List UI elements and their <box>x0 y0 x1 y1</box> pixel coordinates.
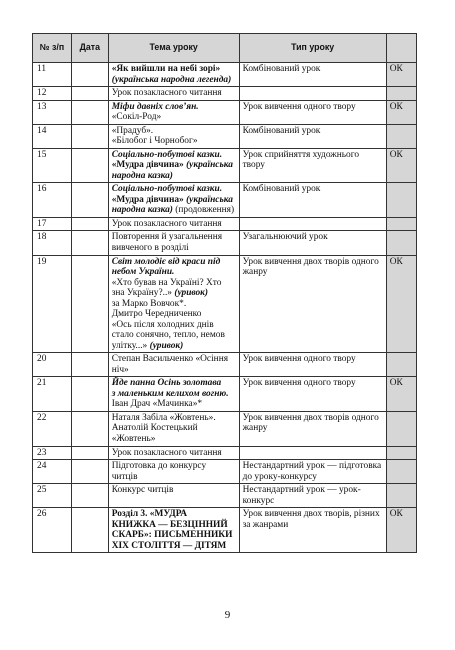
row-topic <box>108 231 239 255</box>
topic-line <box>112 205 236 216</box>
row-topic <box>108 446 239 460</box>
table-row <box>33 255 417 353</box>
row-number: 22 <box>33 411 72 446</box>
topic-text: «Ось після холодних днів <box>111 319 214 330</box>
row-lesson-type: Урок вивчення двох творів, різних за жанрами <box>239 508 386 553</box>
table-row <box>33 148 417 183</box>
topic-line <box>112 530 236 541</box>
row-number: 15 <box>33 148 72 183</box>
topic-line <box>112 413 236 424</box>
row-mark <box>386 87 416 101</box>
topic-text: Урок позакласного читання <box>111 218 222 229</box>
row-lesson-type: Нестандартний урок — підготовка до уроку-конкурсу <box>239 460 386 484</box>
row-mark <box>386 484 416 508</box>
topic-line <box>112 365 236 376</box>
row-topic <box>108 63 239 87</box>
table-header-row <box>33 34 417 63</box>
topic-text: Соціально-побутові казки. <box>111 149 223 160</box>
topic-text: стало сонячно, тепло, немов <box>111 330 225 341</box>
lesson-plan-table <box>32 33 417 553</box>
row-lesson-type: Нестандартний урок — урок-конкурс <box>239 484 386 508</box>
row-lesson-type <box>239 217 386 231</box>
table-row <box>33 460 417 484</box>
page-number: 9 <box>224 609 231 621</box>
row-number: 21 <box>33 377 72 412</box>
row-lesson-type: Комбінований урок <box>239 63 386 87</box>
topic-text: вивченого в розділі <box>111 242 189 253</box>
topic-text: Міфи давніх слов’ян. <box>111 101 199 112</box>
topic-line <box>112 309 236 320</box>
topic-text: Соціально-побутові казки. <box>111 184 223 195</box>
row-lesson-type: Урок сприйняття художнього твору <box>239 148 386 183</box>
row-mark <box>386 446 416 460</box>
table-row <box>33 100 417 124</box>
topic-text: Урок позакласного читання <box>111 88 222 99</box>
row-number: 23 <box>33 446 72 460</box>
row-number: 24 <box>33 460 72 484</box>
topic-text: народна казка) <box>111 205 173 216</box>
topic-line <box>112 423 236 434</box>
table-row <box>33 508 417 553</box>
topic-line <box>112 278 236 289</box>
topic-text: Повторення й узагальнення <box>111 232 223 243</box>
row-topic <box>108 484 239 508</box>
topic-text: Іван Драч «Мачинка»* <box>111 399 203 410</box>
topic-line <box>112 64 236 75</box>
table-row <box>33 446 417 460</box>
row-mark <box>386 460 416 484</box>
header-number: № з/п <box>33 34 72 63</box>
topic-text: (уривок) <box>174 288 209 299</box>
row-mark: ОК <box>386 148 416 183</box>
topic-line <box>112 184 236 195</box>
row-date <box>71 353 108 377</box>
row-date <box>71 183 108 218</box>
row-topic <box>108 87 239 101</box>
topic-line <box>112 257 236 268</box>
topic-line <box>112 112 236 123</box>
row-date <box>71 63 108 87</box>
row-lesson-type: Комбінований урок <box>239 124 386 148</box>
topic-text: «Хто бував на Україні? Хто <box>111 277 222 288</box>
topic-line <box>112 243 236 254</box>
row-lesson-type: Урок вивчення одного твору <box>239 377 386 412</box>
topic-text: «Сокіл-Род» <box>111 112 162 123</box>
row-number: 11 <box>33 63 72 87</box>
topic-line <box>112 150 236 161</box>
row-topic <box>108 411 239 446</box>
topic-text: СКАРБ»: ПИСЬМЕННИКИ <box>111 530 233 541</box>
topic-line <box>112 232 236 243</box>
row-topic <box>108 508 239 553</box>
topic-line <box>112 341 236 352</box>
topic-text: з маленьким келихом вогню. <box>111 388 229 399</box>
topic-text: Дмитро Чередниченко <box>111 309 202 320</box>
row-lesson-type: Комбінований урок <box>239 183 386 218</box>
row-date <box>71 484 108 508</box>
topic-text: Йде панна Осінь золотава <box>111 378 222 389</box>
row-lesson-type: Урок вивчення одного твору <box>239 100 386 124</box>
row-date <box>71 217 108 231</box>
row-mark: ОК <box>386 63 416 87</box>
topic-text: КНИЖКА — БЕЗЦІННИЙ <box>111 519 228 530</box>
row-topic <box>108 183 239 218</box>
row-number: 14 <box>33 124 72 148</box>
row-mark <box>386 411 416 446</box>
row-number: 25 <box>33 484 72 508</box>
row-date <box>71 87 108 101</box>
row-topic <box>108 148 239 183</box>
row-lesson-type <box>239 446 386 460</box>
table-row <box>33 183 417 218</box>
topic-text: «Жовтень» <box>111 434 156 444</box>
table-row <box>33 377 417 412</box>
table-body <box>33 63 417 553</box>
topic-text: «Мудра дівчина» <box>111 194 187 205</box>
row-mark <box>386 231 416 255</box>
topic-text: (українська <box>186 160 233 171</box>
topic-line <box>112 160 236 171</box>
row-mark: ОК <box>386 508 416 553</box>
topic-text: ніч» <box>111 364 129 375</box>
topic-text: XIX СТОЛІТТЯ — ДІТЯМ <box>111 540 227 551</box>
topic-text: улітку...» <box>111 340 150 351</box>
row-number: 13 <box>33 100 72 124</box>
topic-line <box>112 541 236 552</box>
row-number: 16 <box>33 183 72 218</box>
row-number: 18 <box>33 231 72 255</box>
row-number: 20 <box>33 353 72 377</box>
topic-text: за Марко Вовчок*. <box>111 298 187 309</box>
topic-line <box>112 219 236 230</box>
row-topic <box>108 217 239 231</box>
topic-text: Наталя Забіла «Жовтень». <box>111 412 216 423</box>
topic-text: Світ молодіє від краси під <box>111 256 221 267</box>
topic-text: (українська народна легенда) <box>111 74 232 85</box>
topic-line <box>112 520 236 531</box>
topic-text: (уривок) <box>149 340 184 351</box>
row-mark <box>386 124 416 148</box>
topic-line <box>112 299 236 310</box>
table-row <box>33 484 417 508</box>
row-number: 26 <box>33 508 72 553</box>
topic-text: (продовження) <box>172 205 235 216</box>
row-mark <box>386 183 416 218</box>
row-topic <box>108 124 239 148</box>
table-row <box>33 217 417 231</box>
header-date: Дата <box>71 34 108 63</box>
table-row <box>33 411 417 446</box>
table-row <box>33 63 417 87</box>
topic-text: читців <box>111 471 138 482</box>
topic-line <box>112 434 236 445</box>
topic-line <box>112 288 236 299</box>
topic-line <box>112 320 236 331</box>
table-row <box>33 353 417 377</box>
topic-line <box>112 485 236 496</box>
topic-line <box>112 389 236 400</box>
row-lesson-type <box>239 87 386 101</box>
topic-text: Підготовка до конкурсу <box>111 461 207 472</box>
row-date <box>71 100 108 124</box>
row-number: 17 <box>33 217 72 231</box>
topic-text: зна Україну?..» <box>111 288 175 299</box>
topic-text: «Як вийшли на небі зорі» <box>111 64 221 74</box>
topic-text: народна казка) <box>111 170 173 181</box>
row-lesson-type: Урок вивчення одного твору <box>239 353 386 377</box>
topic-line <box>112 171 236 182</box>
topic-text: Розділ 3. «МУДРА <box>111 509 188 520</box>
topic-line <box>112 509 236 520</box>
topic-line <box>112 195 236 206</box>
row-date <box>71 508 108 553</box>
row-topic <box>108 353 239 377</box>
table-row <box>33 231 417 255</box>
row-mark: ОК <box>386 255 416 353</box>
topic-text: «Прадуб». <box>111 125 154 136</box>
row-topic <box>108 255 239 353</box>
row-mark <box>386 353 416 377</box>
row-number: 19 <box>33 255 72 353</box>
row-topic <box>108 100 239 124</box>
topic-text: небом України. <box>111 267 175 278</box>
topic-line <box>112 75 236 86</box>
topic-line <box>112 461 236 472</box>
row-date <box>71 255 108 353</box>
row-date <box>71 411 108 446</box>
topic-text: «Мудра дівчина» <box>111 160 187 171</box>
topic-line <box>112 126 236 137</box>
topic-line <box>112 378 236 389</box>
row-topic <box>108 377 239 412</box>
topic-line <box>112 330 236 341</box>
row-date <box>71 231 108 255</box>
row-date <box>71 460 108 484</box>
topic-line <box>112 88 236 99</box>
topic-line <box>112 472 236 483</box>
topic-line <box>112 267 236 278</box>
topic-text: Конкурс читців <box>111 485 174 496</box>
row-date <box>71 148 108 183</box>
topic-line <box>112 399 236 410</box>
topic-line <box>112 354 236 365</box>
row-date <box>71 124 108 148</box>
row-lesson-type: Урок вивчення двох творів одного жанру <box>239 255 386 353</box>
row-mark: ОК <box>386 377 416 412</box>
topic-text: (українська <box>186 194 233 205</box>
table-row <box>33 87 417 101</box>
topic-text: Анатолій Костецький <box>111 423 198 434</box>
header-type: Тип уроку <box>239 34 386 63</box>
row-mark: ОК <box>386 100 416 124</box>
row-mark <box>386 217 416 231</box>
topic-line <box>112 102 236 113</box>
header-topic: Тема уроку <box>108 34 239 63</box>
topic-text: «Білобог і Чорнобог» <box>111 136 198 147</box>
row-date <box>71 446 108 460</box>
topic-text: Степан Васильченко «Осіння <box>111 354 229 365</box>
row-lesson-type: Узагальнюючий урок <box>239 231 386 255</box>
topic-text: Урок позакласного читання <box>111 447 222 458</box>
topic-line <box>112 136 236 147</box>
table-row <box>33 124 417 148</box>
row-number: 12 <box>33 87 72 101</box>
row-topic <box>108 460 239 484</box>
header-mark <box>386 34 416 63</box>
row-date <box>71 377 108 412</box>
topic-line <box>112 448 236 459</box>
row-lesson-type: Урок вивчення двох творів одного жанру <box>239 411 386 446</box>
